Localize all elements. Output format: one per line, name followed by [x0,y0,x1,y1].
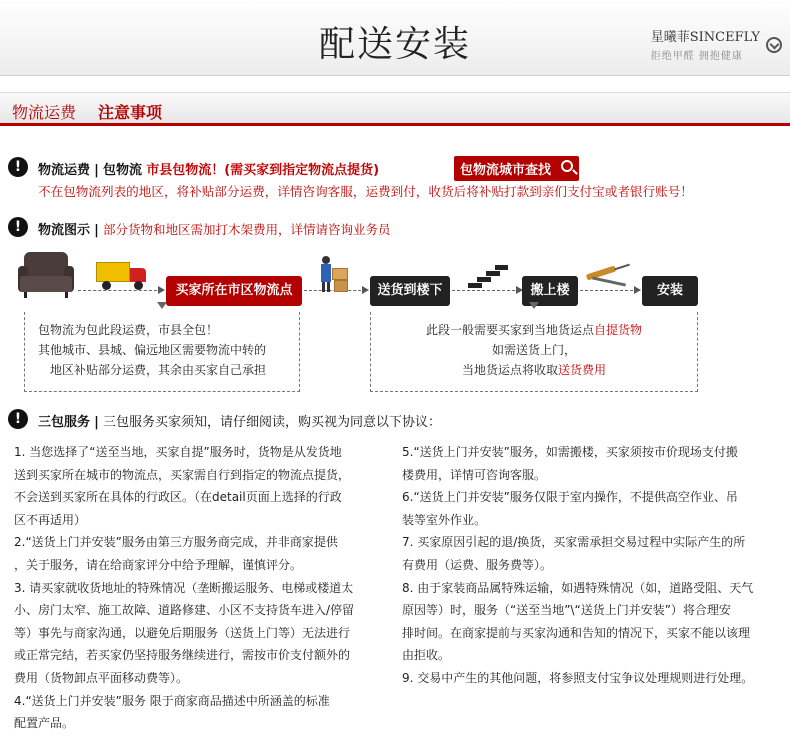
guarantee-line: 区不再适用） [14,512,87,527]
guarantee-line: 或正常完结，若买家仍坚持服务继续进行，需按市价支付额外的 [14,648,351,663]
flow-step-install: 安装 [642,276,698,306]
page-title: 配送安装 [318,24,471,65]
tools-icon [586,264,632,288]
section-title-notes: 注意事项 [98,103,163,122]
guarantee-line: ，关于服务，请在给商家评分中给予理解，谨慎评分。 [14,557,303,572]
brand [651,26,760,62]
arrow-down-icon [529,302,539,309]
stairs-icon [468,264,508,288]
separator: | [94,223,99,238]
section-bar [0,92,790,126]
truck-icon [96,258,148,292]
guarantee-line: 等）事先与商家沟通，以避免后期服务（送货上门等）无法进行 [14,625,351,640]
shipping-highlight: 市县包物流！(需买家到指定物流点提货) [146,163,380,178]
flow-connector [580,290,638,291]
shipping-heading [38,159,379,178]
guarantee-line: 1. 当您选择了“送至当地，买家自提”服务时，货物是从发货地 [14,445,342,459]
guarantee-line: 小、房门太窄、施工故障、道路修建、小区不支持货车进入/停留 [14,603,355,618]
arrow-down-icon [157,302,167,309]
city-lookup-button[interactable] [454,156,579,181]
section-title-shipping: 物流运费 [12,103,77,122]
brand-slogan: 拒绝甲醛 拥抱健康 [650,51,743,62]
shipping-label: 物流运费 [38,163,91,178]
guarantee-line: 7. 买家原因引起的退/换货，买家需承担交易过程中实际产生的所 [402,535,746,550]
explain-text-left [38,320,298,380]
guarantee-line: 由拒收。 [402,648,451,663]
explain-text-right [372,320,696,380]
guarantee-label: 三包服务 [38,415,91,430]
diagram-note: 部分货物和地区需加打木架费用，详情请咨询业务员 [103,222,391,237]
guarantee-line: 3. 请买家就收货地址的特殊情况（垄断搬运服务、电梯或楼道太 [14,580,354,595]
guarantee-intro: 三包服务买家须知，请仔细阅读，购买视为同意以下协议： [103,415,442,430]
guarantee-line: 楼费用，详情可咨询客服。 [402,467,547,482]
shipping-note: 不在包物流列表的地区，将补贴部分运费，详情咨询客服，运费到付，收货后将补贴打款到亲们支付宝或者银行账号！ [38,184,693,199]
guarantee-line: 装等室外作业。 [402,512,487,527]
arrow-right-icon [362,286,369,294]
guarantee-list-right [402,441,782,690]
guarantee-line: 不会送到买家所在具体的行政区。（在detail页面上选择的行政 [14,490,342,505]
city-lookup-label: 包物流城市查找 [460,163,552,178]
guarantee-line: 有费用（运费、服务费等）。 [402,557,553,572]
porter-icon [318,254,350,294]
guarantee-line: 6.“送货上门并安装”服务仅限于室内操作，不提供高空作业、吊 [402,490,738,505]
explain-line: 此段一般需要买家到当地货运点自提货物 [425,323,643,337]
separator: | [94,415,99,430]
explain-line: 如需送货上门， [491,343,576,357]
shipping-label-2: 包物流 [103,163,143,178]
guarantee-line: 5.“送货上门并安装”服务，如需搬楼，买家须按市价现场支付搬 [402,445,738,459]
warning-icon: ! [8,409,28,429]
diagram-heading [38,219,391,238]
guarantee-line: 原因等）时，服务（“送至当地”\“送货上门并安装”）将合理安 [402,603,731,618]
guarantee-line: 9. 交易中产生的其他问题，将参照支付宝争议处理规则进行处理。 [402,670,754,685]
guarantee-line: 2.“送货上门并安装”服务由第三方服务商完成，并非商家提供 [14,535,338,550]
separator: | [94,163,99,178]
explain-line: 地区补贴部分运费，其余由买家自己承担 [50,363,267,377]
flow-step-carry-upstairs: 搬上楼 [522,276,578,306]
warning-icon: ! [8,217,28,237]
flow-step-local-depot: 买家所在市区物流点 [166,276,302,306]
guarantee-list-left [14,441,386,735]
page-header [0,0,790,76]
guarantee-line: 费用（货物卸点平面移动费等）。 [14,670,189,685]
magnifier-icon [561,160,573,172]
diagram-label: 物流图示 [38,223,91,238]
brand-logo-icon [766,37,782,53]
arrow-right-icon [158,286,165,294]
brand-name: 星曦菲SINCEFLY [650,30,760,45]
warning-icon: ! [8,157,28,177]
guarantee-line: 送到买家所在城市的物流点，买家需自行到指定的物流点提货， [14,467,351,482]
flow-connector [452,290,520,291]
guarantee-line: 配置产品。 [14,716,75,731]
sofa-icon [18,252,74,300]
explain-line: 包物流为包此段运费，市县全包！ [38,323,219,337]
guarantee-heading [38,411,441,430]
explain-line: 当地货运点将收取送货费用 [461,363,607,377]
arrow-right-icon [634,286,641,294]
flow-step-downstairs: 送货到楼下 [370,276,450,306]
guarantee-line: 8. 由于家装商品属特殊运输，如遇特殊情况（如，道路受阻、天气 [402,580,754,595]
guarantee-line: 排时间。在商家提前与买家沟通和告知的情况下，买家不能以该理 [402,625,751,640]
guarantee-line: 4.“送货上门并安装”服务 限于商家商品描述中所涵盖的标准 [14,693,330,708]
explain-line: 其他城市、县城、偏远地区需要物流中转的 [38,343,267,357]
